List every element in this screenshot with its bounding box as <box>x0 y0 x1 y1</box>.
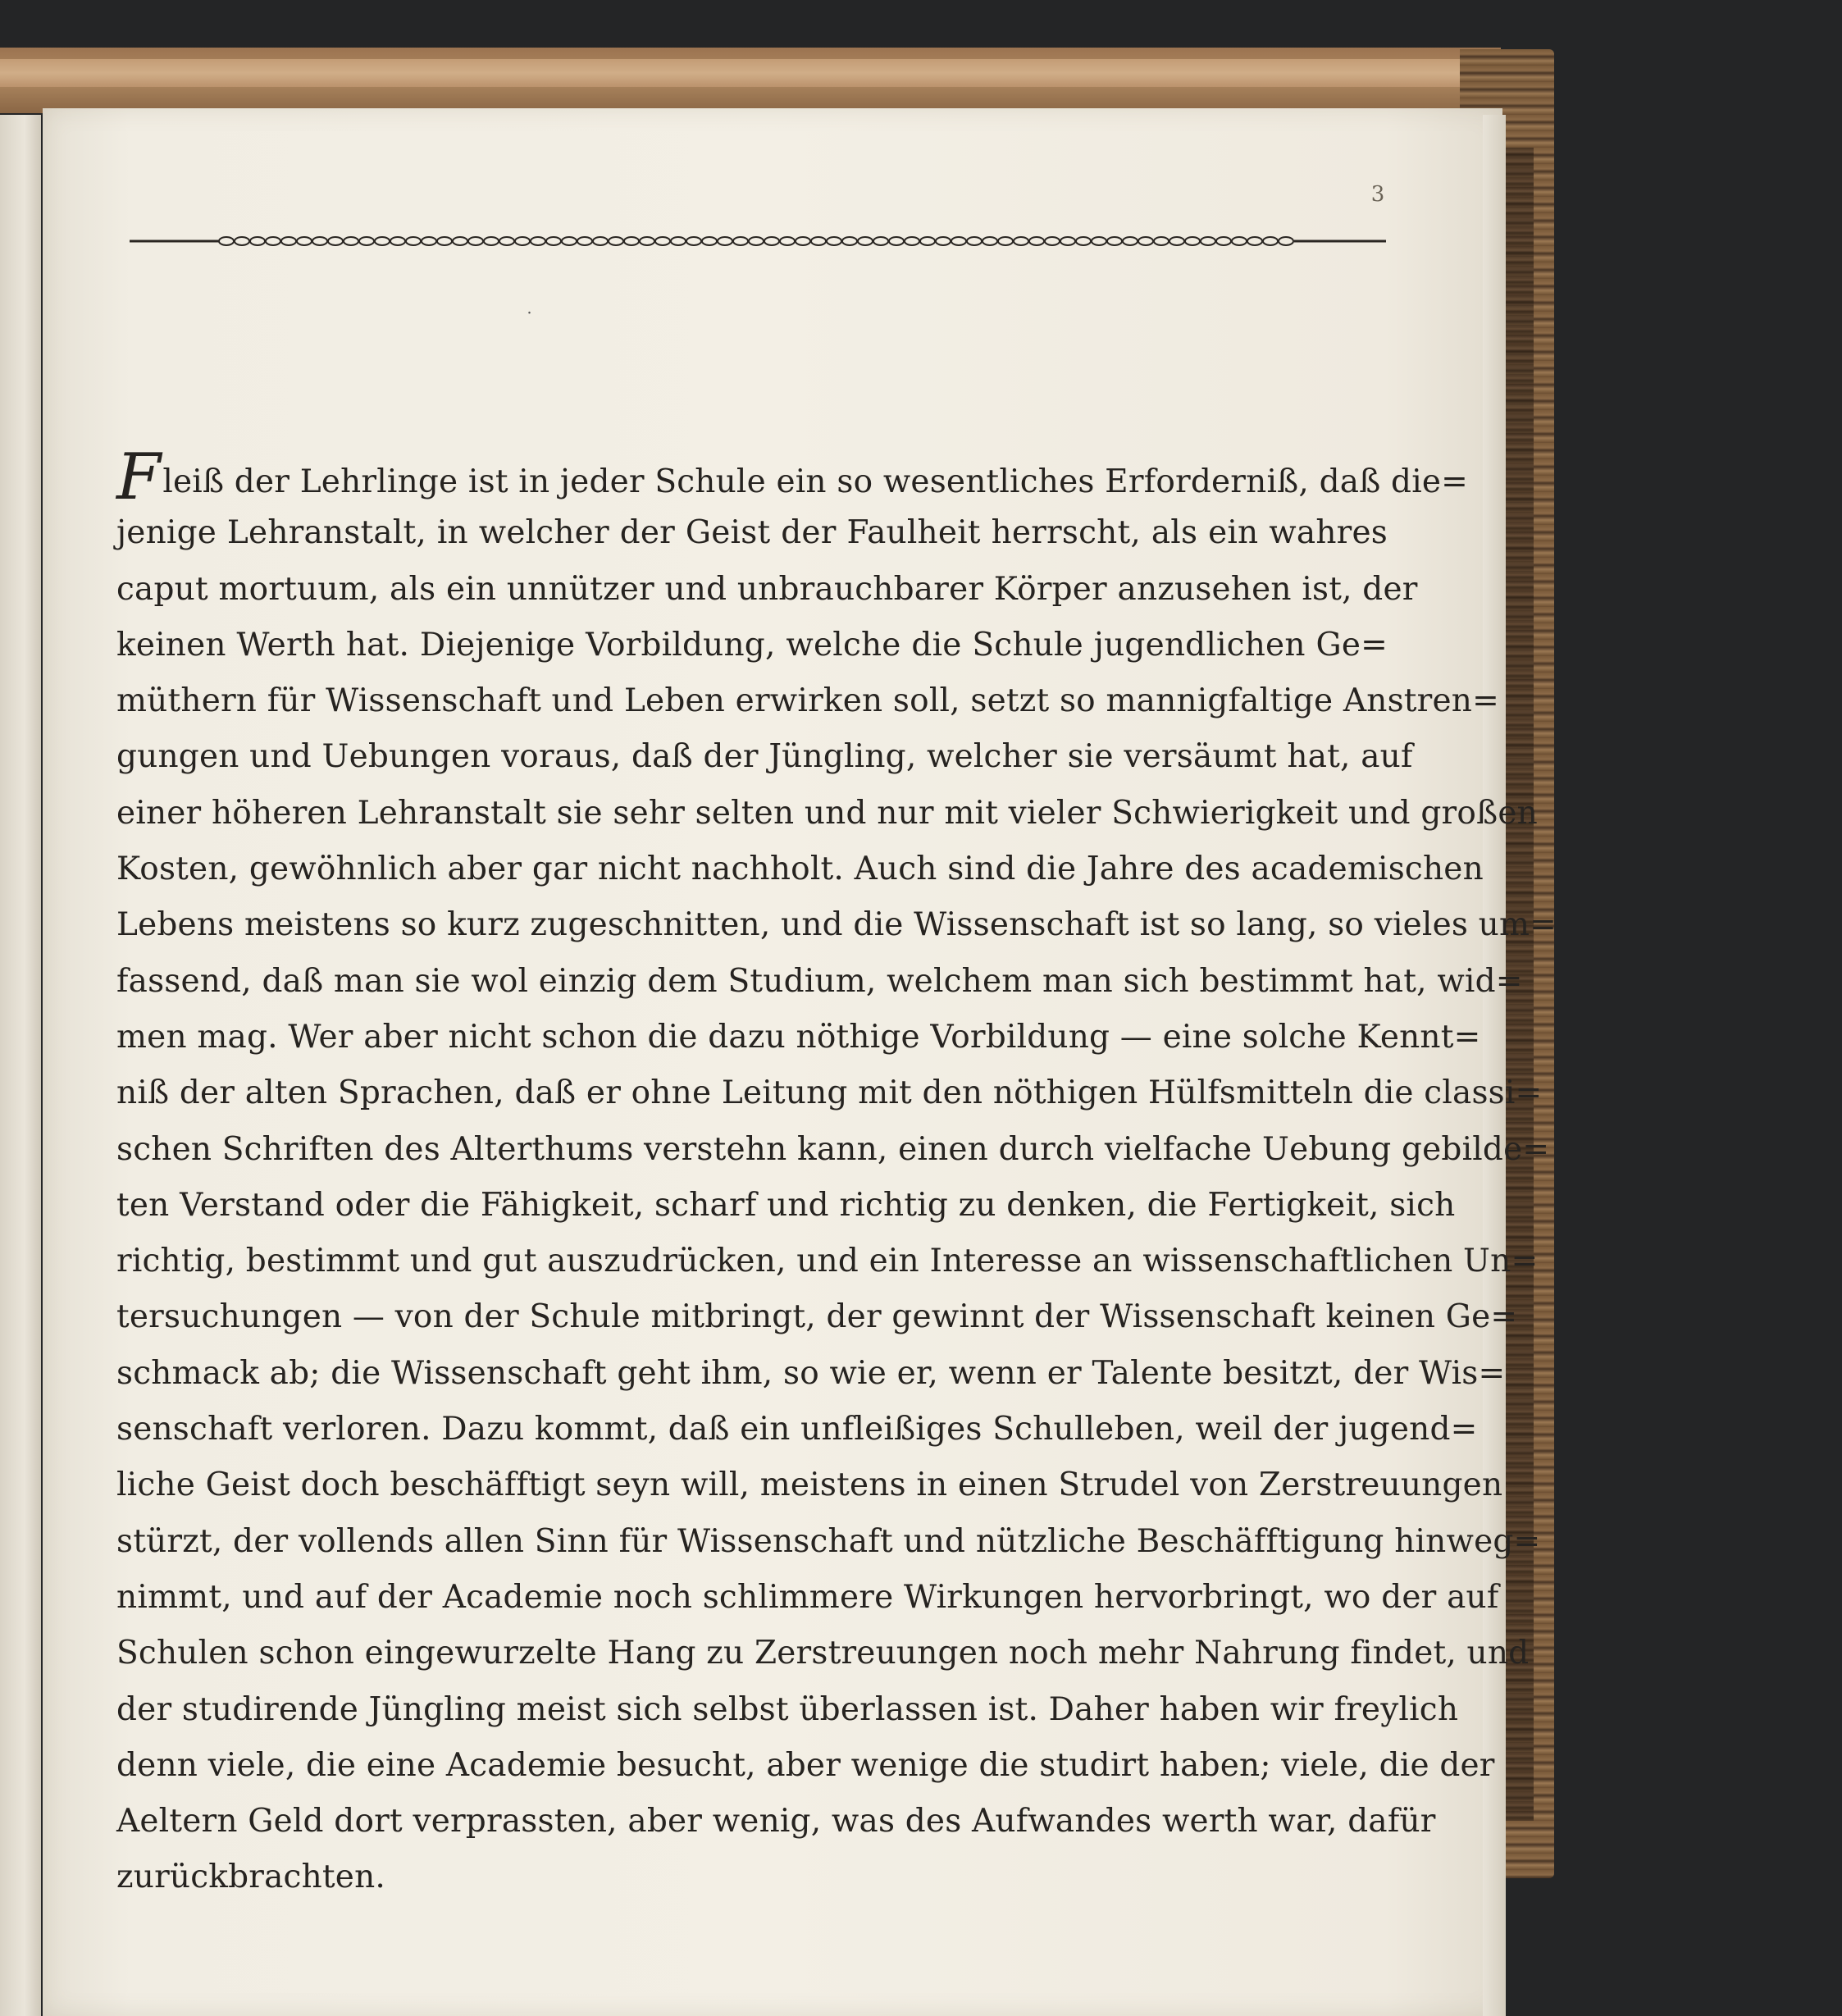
text-line <box>116 562 1418 618</box>
text-line <box>116 1010 1481 1065</box>
text-line-content: müthern für Wissenschaft und Leben erwirken soll, setzt so mannigfaltige Anstren= <box>116 682 1499 720</box>
text-line-content: nimmt, und auf der Academie noch schlimmere Wirkungen hervorbringt, wo der auf <box>116 1578 1499 1616</box>
text-line <box>116 1346 1506 1402</box>
text-line-content: caput mortuum, als ein unnützer und unbrauchbarer Körper anzusehen ist, der <box>116 570 1418 608</box>
text-line-content: einer höheren Lehranstalt sie sehr selten und nur mit vieler Schwierigkeit und großen <box>116 794 1538 832</box>
text-line-content: keinen Werth hat. Diejenige Vorbildung, welche die Schule jugendlichen Ge= <box>116 626 1388 664</box>
text-line-content: der studirende Jüngling meist sich selbst überlassen ist. Daher haben wir freylich <box>116 1690 1459 1728</box>
text-line-content: richtig, bestimmt und gut auszudrücken, und ein Interesse an wissenschaftlichen Un= <box>116 1243 1539 1280</box>
text-line <box>116 1122 1550 1178</box>
text-line <box>116 1738 1495 1794</box>
text-line-content: niß der alten Sprachen, daß er ohne Leitung mit den nöthigen Hülfsmitteln die classi= <box>116 1074 1543 1112</box>
text-line <box>116 954 1523 1010</box>
text-line <box>116 1457 1503 1513</box>
text-line <box>116 1402 1478 1457</box>
text-line-content: men mag. Wer aber nicht schon die dazu nöthige Vorbildung — eine solche Kennt= <box>116 1018 1481 1056</box>
text-line-content: Kosten, gewöhnlich aber gar nicht nachholt. Auch sind die Jahre des academischen <box>116 851 1484 888</box>
stray-mark: ˙ <box>525 310 534 331</box>
text-line-content: Aeltern Geld dort verprassten, aber wenig, was des Aufwandes werth war, dafür <box>116 1803 1436 1840</box>
text-line <box>116 897 1557 953</box>
text-line-content: ten Verstand oder die Fähigkeit, scharf und richtig zu denken, die Fertigkeit, sich <box>116 1186 1456 1224</box>
text-line-content: stürzt, der vollends allen Sinn für Wissenschaft und nützliche Beschäfftigung hinweg= <box>116 1522 1541 1560</box>
text-line-content: fassend, daß man sie wol einzig dem Studium, welchem man sich bestimmt hat, wid= <box>116 962 1523 1000</box>
drop-initial: F <box>116 440 162 514</box>
text-line <box>116 842 1484 897</box>
text-line-content: liche Geist doch beschäfftigt seyn will, meistens in einen Strudel von Zerstreuungen <box>116 1466 1503 1504</box>
text-line-content: schen Schriften des Alterthums verstehn kann, einen durch vielfache Uebung gebilde= <box>116 1130 1550 1168</box>
text-line <box>116 1065 1543 1121</box>
text-line-content: denn viele, die eine Academie besucht, aber wenige die studirt haben; viele, die der <box>116 1746 1495 1784</box>
text-line <box>116 1794 1436 1850</box>
text-line <box>116 1570 1499 1626</box>
text-line-content: gungen und Uebungen voraus, daß der Jüngling, welcher sie versäumt hat, auf <box>116 738 1413 776</box>
text-line <box>116 786 1538 842</box>
text-line <box>116 1514 1541 1570</box>
page-number: 3 <box>1370 182 1385 207</box>
text-line <box>116 1626 1530 1681</box>
text-line <box>116 1682 1459 1738</box>
text-line-content: tersuchungen — von der Schule mitbringt, der gewinnt der Wissenschaft keinen Ge= <box>116 1298 1518 1336</box>
text-line-content: schmack ab; die Wissenschaft geht ihm, so wie er, wenn er Talente besitzt, der Wis= <box>116 1354 1506 1392</box>
text-line-content: zurückbrachten. <box>116 1859 385 1896</box>
body-text <box>116 440 1557 1906</box>
text-line-content: leiß der Lehrlinge ist in jeder Schule ein so wesentliches Erforderniß, daß die= <box>162 463 1469 500</box>
text-line <box>116 673 1499 729</box>
page-right-edge <box>1483 115 1506 2016</box>
text-line-content: Schulen schon eingewurzelte Hang zu Zerstreuungen noch mehr Nahrung findet, und <box>116 1635 1530 1672</box>
text-line <box>116 729 1413 785</box>
text-line <box>116 1234 1539 1289</box>
text-line-content: Lebens meistens so kurz zugeschnitten, und die Wissenschaft ist so lang, so vieles um= <box>116 906 1557 944</box>
text-line <box>116 618 1388 673</box>
text-line <box>116 1178 1456 1234</box>
text-line <box>116 1289 1518 1345</box>
text-line <box>116 1850 1388 1905</box>
ornamental-rule <box>130 231 1386 251</box>
text-line-content: senschaft verloren. Dazu kommt, daß ein unfleißiges Schulleben, weil der jugend= <box>116 1411 1478 1448</box>
book-cover-top-edge <box>0 59 1476 87</box>
previous-page-edge <box>0 115 41 2016</box>
text-line <box>116 440 1469 514</box>
text-line <box>116 505 1388 561</box>
text-line-content: jenige Lehranstalt, in welcher der Geist der Faulheit herrscht, als ein wahres <box>116 514 1388 552</box>
